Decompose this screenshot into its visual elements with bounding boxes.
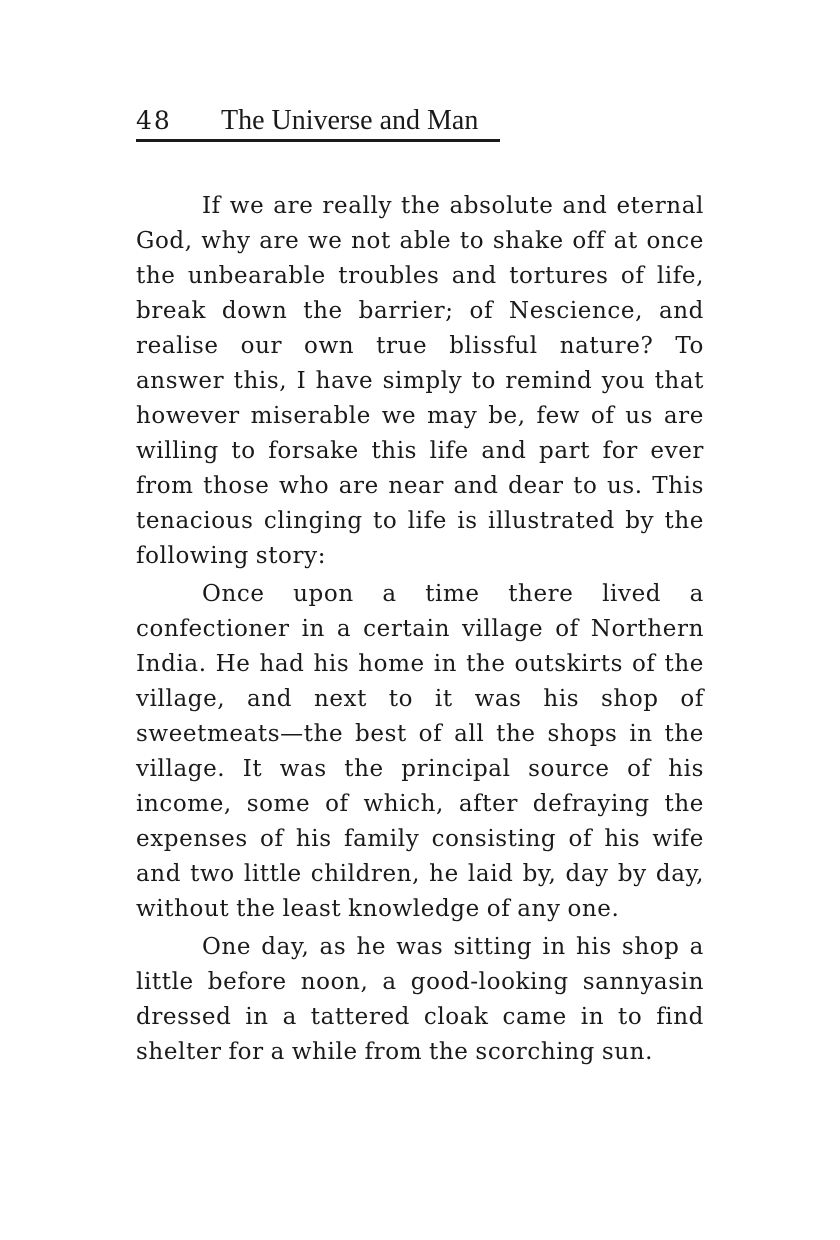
paragraph-1: If we are really the absolute and eternal God, why are we not able to shake off at once the unbearable troubles and tortures of life, break down the barrier; of Nescience, and realise our own true blissful nature? To answer this, I have simply to remind you that however miserable we may be, few of us are willing to forsake this life and part for ever from those who are near and dear to us. This tenacious clinging to life is illustrated by the following story: (136, 193, 704, 569)
book-title: The Universe and Man (221, 105, 479, 136)
running-head (136, 104, 500, 142)
body-text (136, 189, 704, 1070)
paragraph-3: One day, as he was sitting in his shop a little before noon, a good-looking sannyasin dressed in a tattered cloak came in to find shelter for a while from the scorching sun. (136, 934, 704, 1065)
paragraph-2: Once upon a time there lived a confectioner in a certain village of Northern India. He had his home in the outskirts of the village, and next to it was his shop of sweetmeats—the best of all the shops in the village. It was the principal source of his income, some of which, after defraying the expenses of his family consisting of his wife and two little children, he laid by, day by day, without the least knowledge of any one. (136, 581, 704, 922)
page-number: 48 (136, 106, 172, 135)
